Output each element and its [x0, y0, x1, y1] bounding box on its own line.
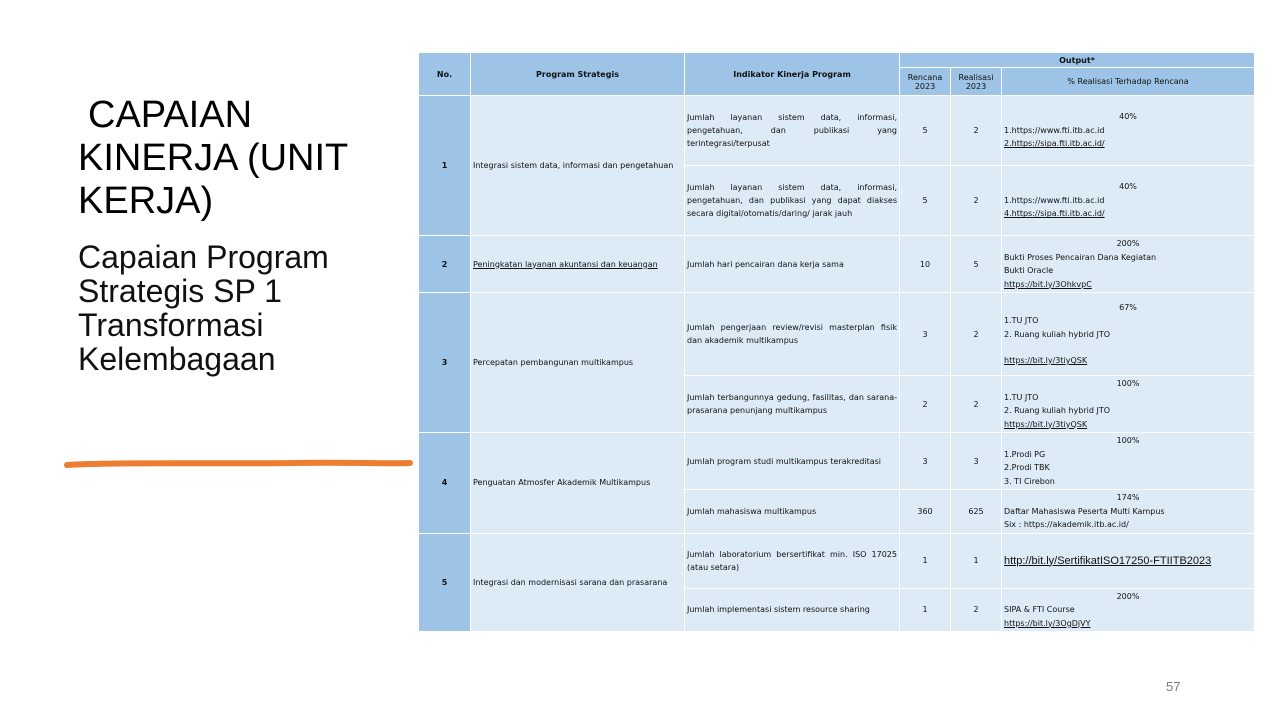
- output-link[interactable]: 1.https://www.fti.itb.ac.id: [1004, 195, 1105, 205]
- header-indikator: Indikator Kinerja Program: [685, 53, 900, 96]
- subtitle-line: Capaian Program: [78, 239, 329, 275]
- rencana-cell: 1: [900, 588, 951, 632]
- title-line: KERJA): [78, 180, 214, 222]
- output-text: Bukti Oracle: [1004, 266, 1054, 275]
- header-persen: % Realisasi Terhadap Rencana: [1002, 68, 1255, 96]
- rencana-cell: 10: [900, 236, 951, 293]
- indikator-cell: Jumlah implementasi sistem resource sharing: [685, 588, 900, 632]
- indikator-cell: Jumlah program studi multikampus terakreditasi: [685, 433, 900, 490]
- output-cell: [1002, 236, 1255, 293]
- rencana-cell: 5: [900, 166, 951, 236]
- rencana-cell: 5: [900, 96, 951, 166]
- indikator-cell: Jumlah pengerjaan review/revisi masterplan fisik dan akademik multikampus: [685, 293, 900, 376]
- header-output: Output*: [900, 53, 1255, 68]
- header-no: No.: [419, 53, 471, 96]
- output-cell: [1002, 433, 1255, 490]
- header-realisasi: Realisasi 2023: [951, 68, 1002, 96]
- row-number: 5: [419, 533, 471, 632]
- output-link[interactable]: 2.https://sipa.fti.itb.ac.id/: [1004, 139, 1105, 149]
- output-link[interactable]: https://bit.ly/3tiyQSK: [1004, 356, 1088, 365]
- output-text: 2.Prodi TBK: [1004, 463, 1050, 472]
- realisasi-cell: 2: [951, 588, 1002, 632]
- indikator-cell: Jumlah hari pencairan dana kerja sama: [685, 236, 900, 293]
- rencana-cell: 1: [900, 533, 951, 588]
- percent-value: 40%: [1119, 182, 1137, 192]
- realisasi-cell: 2: [951, 376, 1002, 433]
- output-cell: [1002, 533, 1255, 588]
- percent-value: 100%: [1116, 436, 1140, 445]
- output-text: 2. Ruang kuliah hybrid JTO: [1004, 406, 1111, 415]
- output-link[interactable]: https://bit.ly/3OhkvpC: [1004, 279, 1092, 289]
- realisasi-cell: 1: [951, 533, 1002, 588]
- row-number: 4: [419, 433, 471, 534]
- program-cell: Peningkatan layanan akuntansi dan keuangan: [471, 236, 685, 293]
- percent-value: 40%: [1119, 112, 1137, 122]
- indikator-cell: Jumlah layanan sistem data, informasi, pengetahuan, dan publikasi yang terintegrasi/terpusat: [685, 96, 900, 166]
- slide-title: [78, 94, 408, 223]
- output-link[interactable]: https://bit.ly/3OgDjVY: [1004, 618, 1091, 628]
- realisasi-cell: 2: [951, 166, 1002, 236]
- table-row: [419, 236, 1255, 293]
- program-cell: Integrasi dan modernisasi sarana dan prasarana: [471, 533, 685, 632]
- slide-subtitle: [78, 240, 408, 376]
- percent-value: 200%: [1116, 239, 1140, 248]
- output-link[interactable]: Six : https://akademik.itb.ac.id/: [1004, 520, 1129, 529]
- output-link[interactable]: 1.https://www.fti.itb.ac.id: [1004, 125, 1105, 135]
- output-text: Daftar Mahasiswa Peserta Multi Kampus: [1004, 506, 1165, 516]
- table-row: [419, 293, 1255, 376]
- rencana-cell: 3: [900, 433, 951, 490]
- subtitle-line: Kelembagaan: [78, 341, 276, 377]
- output-cell: [1002, 588, 1255, 632]
- rencana-cell: 3: [900, 293, 951, 376]
- output-text: 1.TU JTO: [1004, 392, 1039, 402]
- table-row: [419, 533, 1255, 588]
- output-text: 2. Ruang kuliah hybrid JTO: [1004, 329, 1111, 339]
- program-cell: Integrasi sistem data, informasi dan pengetahuan: [471, 96, 685, 236]
- output-cell: [1002, 293, 1255, 376]
- realisasi-cell: 5: [951, 236, 1002, 293]
- output-cell: [1002, 376, 1255, 433]
- subtitle-line: Strategis SP 1: [78, 273, 282, 309]
- output-cell: [1002, 166, 1255, 236]
- program-cell: Penguatan Atmosfer Akademik Multikampus: [471, 433, 685, 534]
- indikator-cell: Jumlah mahasiswa multikampus: [685, 490, 900, 534]
- output-link[interactable]: https://bit.ly/3tiyQSK: [1004, 419, 1088, 429]
- output-link[interactable]: http://bit.ly/SertifikatISO17250-FTIITB2023: [1004, 554, 1212, 567]
- indikator-cell: Jumlah layanan sistem data, informasi, pengetahuan, dan publikasi yang dapat diakses secara digital/otomatis/daring/ jarak jauh: [685, 166, 900, 236]
- rencana-cell: 2: [900, 376, 951, 433]
- realisasi-cell: 3: [951, 433, 1002, 490]
- output-text: 3. TI Cirebon: [1004, 476, 1055, 486]
- table-row: [419, 96, 1255, 166]
- header-program: Program Strategis: [471, 53, 685, 96]
- output-text: SIPA & FTI Course: [1004, 605, 1075, 614]
- header-rencana: Rencana 2023: [900, 68, 951, 96]
- rencana-cell: 360: [900, 490, 951, 534]
- output-text: 1.Prodi PG: [1004, 449, 1046, 459]
- realisasi-cell: 2: [951, 293, 1002, 376]
- output-text: Bukti Proses Pencairan Dana Kegiatan: [1004, 252, 1157, 262]
- output-link[interactable]: 4.https://sipa.fti.itb.ac.id/: [1004, 209, 1105, 219]
- row-number: 3: [419, 293, 471, 433]
- percent-value: 100%: [1116, 379, 1140, 388]
- page-number: 57: [1166, 679, 1181, 694]
- title-line: CAPAIAN: [88, 94, 253, 136]
- indikator-cell: Jumlah terbangunnya gedung, fasilitas, dan sarana-prasarana penunjang multikampus: [685, 376, 900, 433]
- program-cell: Percepatan pembangunan multikampus: [471, 293, 685, 433]
- output-cell: [1002, 96, 1255, 166]
- table-row: [419, 433, 1255, 490]
- row-number: 1: [419, 96, 471, 236]
- realisasi-cell: 625: [951, 490, 1002, 534]
- performance-table: [418, 52, 1255, 632]
- output-cell: [1002, 490, 1255, 534]
- realisasi-cell: 2: [951, 96, 1002, 166]
- row-number: 2: [419, 236, 471, 293]
- output-text: 1.TU JTO: [1004, 316, 1039, 325]
- indikator-cell: Jumlah laboratorium bersertifikat min. ISO 17025 (atau setara): [685, 533, 900, 588]
- orange-brush-stroke: [64, 458, 414, 472]
- subtitle-line: Transformasi: [78, 307, 264, 343]
- percent-value: 67%: [1119, 302, 1137, 312]
- percent-value: 200%: [1116, 591, 1140, 601]
- percent-value: 174%: [1116, 493, 1140, 502]
- title-line: KINERJA (UNIT: [78, 137, 349, 179]
